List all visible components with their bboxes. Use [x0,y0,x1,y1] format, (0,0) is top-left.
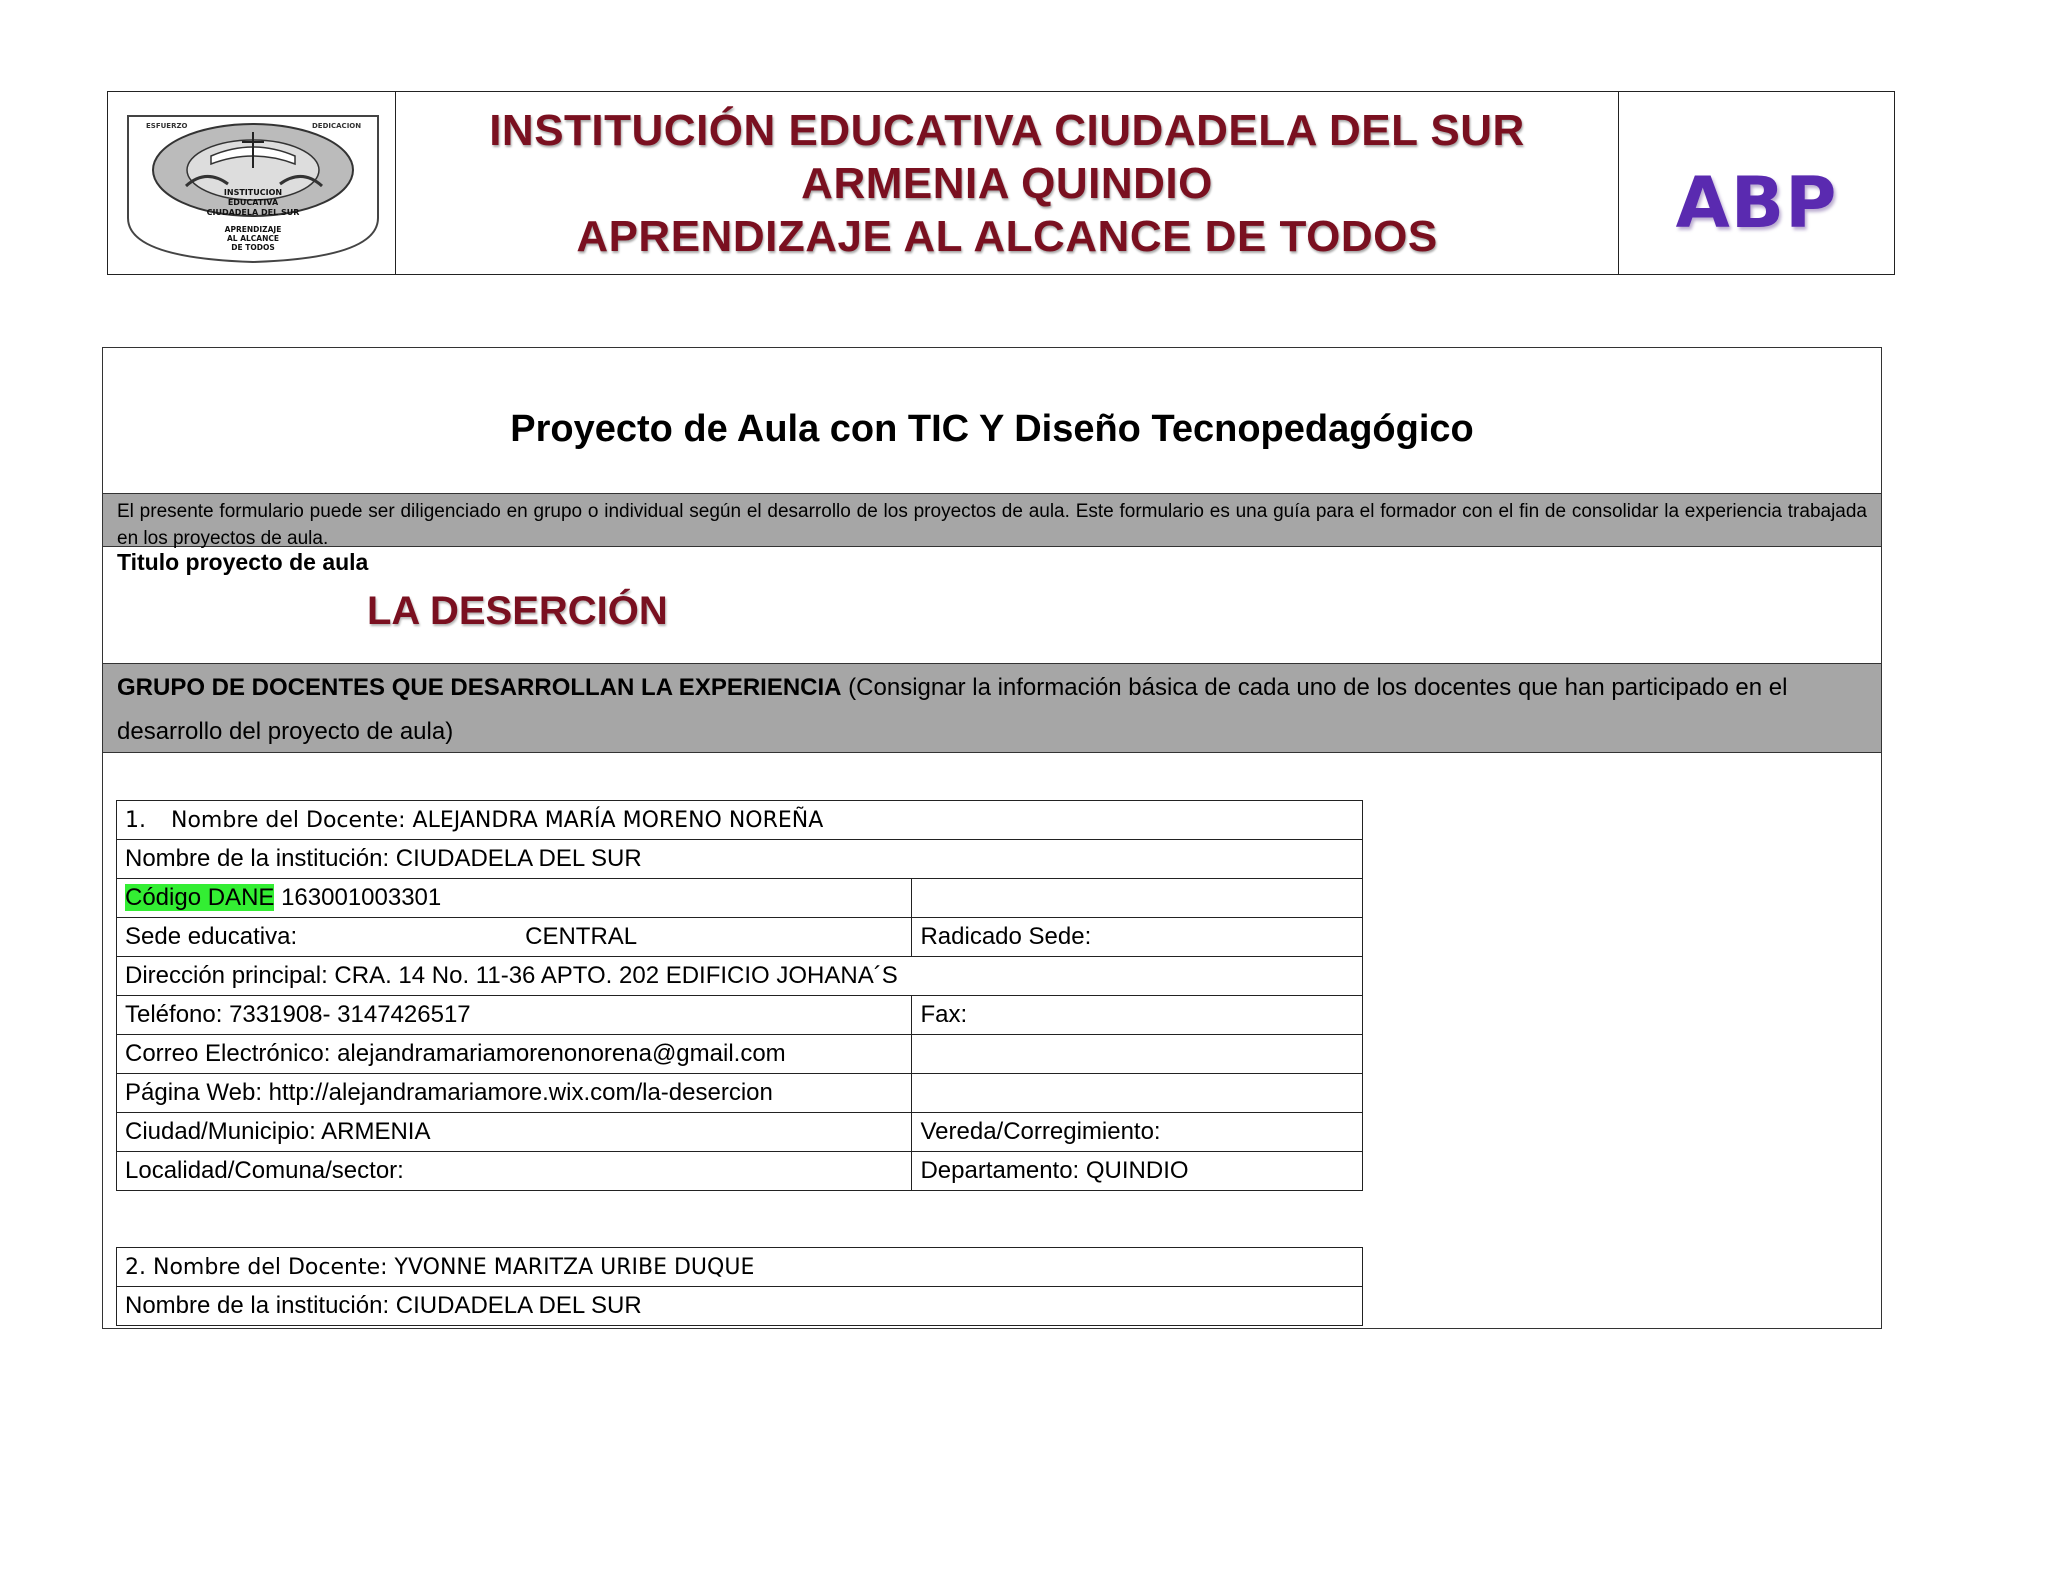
dane-code-label: Código DANE [125,884,275,911]
school-crest-logo [116,98,388,268]
teacher-1-name-cell [117,801,1363,840]
radicado-sede: Radicado Sede: [912,918,1363,957]
sede-value: CENTRAL [525,923,638,950]
teachers-group-instructions: (Consignar la información básica de cada uno de los docentes que han participado en el desarrollo del proyecto de aula) [117,674,1788,745]
teacher-2-table [116,1247,1363,1326]
form-title-row [103,348,1881,494]
teacher-1-vereda: Vereda/Corregimiento: [912,1113,1363,1152]
table-row [117,957,1363,996]
teacher-1-table [116,800,1363,1191]
svg-text:EDUCATIVA: EDUCATIVA [227,198,278,207]
form-title: Proyecto de Aula con TIC Y Diseño Tecnopedagógico [510,408,1474,450]
table-row [117,1152,1363,1191]
form-intro [103,494,1881,547]
institution-name: INSTITUCIÓN EDUCATIVA CIUDADELA DEL SUR [489,105,1525,155]
table-row [117,918,1363,957]
teachers-group-header [103,664,1881,753]
teacher-1-number: 1. [125,807,146,833]
teacher-1-dane-cell [117,879,912,918]
school-logo-cell [108,92,396,274]
empty-cell [912,1035,1363,1074]
teacher-1-sede-cell [117,918,912,957]
teacher-1-name: Nombre del Docente: ALEJANDRA MARÍA MORENO NOREÑA [171,807,824,833]
teacher-1-fax: Fax: [912,996,1363,1035]
table-row [117,1113,1363,1152]
table-row [117,879,1363,918]
teacher-1-institution: Nombre de la institución: CIUDADELA DEL SUR [117,840,1363,879]
institution-title-block [396,92,1619,274]
document-header [107,91,1895,275]
project-title-row [103,547,1881,664]
teacher-1-website: Página Web: http://alejandramariamore.wix.com/la-desercion [117,1074,912,1113]
sede-label: Sede educativa: [125,923,298,950]
table-row [117,801,1363,840]
teacher-1-city: Ciudad/Municipio: ARMENIA [117,1113,912,1152]
table-row [117,1248,1363,1287]
table-row [117,996,1363,1035]
teachers-group-heading: GRUPO DE DOCENTES QUE DESARROLLAN LA EXPERIENCIA [117,674,842,701]
form-intro-text: El presente formulario puede ser diligenciado en grupo o individual según el desarrollo de los proyectos de aula. Este formulario es una guía para el formador con el fin de consolidar la experiencia trabajada en los proyectos de aula. [117,501,1867,549]
teacher-2-name: 2. Nombre del Docente: YVONNE MARITZA URIBE DUQUE [117,1248,1363,1287]
empty-cell [912,879,1363,918]
svg-text:INSTITUCION: INSTITUCION [223,188,282,197]
teacher-1-department: Departamento: QUINDIO [912,1152,1363,1191]
table-row [117,1287,1363,1326]
teacher-1-email: Correo Electrónico: alejandramariamorenonorena@gmail.com [117,1035,912,1074]
svg-text:CIUDADELA DEL SUR: CIUDADELA DEL SUR [206,208,299,217]
svg-text:APRENDIZAJE: APRENDIZAJE [224,225,281,234]
svg-text:AL ALCANCE: AL ALCANCE [226,234,279,243]
table-row [117,1074,1363,1113]
empty-cell [912,1074,1363,1113]
institution-city: ARMENIA QUINDIO [801,158,1213,208]
project-title-label: Titulo proyecto de aula [117,549,369,575]
svg-text:DE TODOS: DE TODOS [230,243,275,252]
institution-motto: APRENDIZAJE AL ALCANCE DE TODOS [576,211,1438,261]
abp-logo: ABP [1675,162,1838,244]
table-row [117,1035,1363,1074]
teacher-1-address: Dirección principal: CRA. 14 No. 11-36 APTO. 202 EDIFICIO JOHANA´S [117,957,1363,996]
abp-logo-cell [1619,92,1894,274]
table-row [117,840,1363,879]
teacher-1-locality: Localidad/Comuna/sector: [117,1152,912,1191]
svg-text:DEDICACION: DEDICACION [311,122,361,130]
project-title-value: LA DESERCIÓN [367,589,668,633]
dane-code-value: 163001003301 [274,884,442,911]
teacher-2-institution: Nombre de la institución: CIUDADELA DEL SUR [117,1287,1363,1326]
teacher-1-phone: Teléfono: 7331908- 3147426517 [117,996,912,1035]
svg-text:ESFUERZO: ESFUERZO [145,122,187,130]
